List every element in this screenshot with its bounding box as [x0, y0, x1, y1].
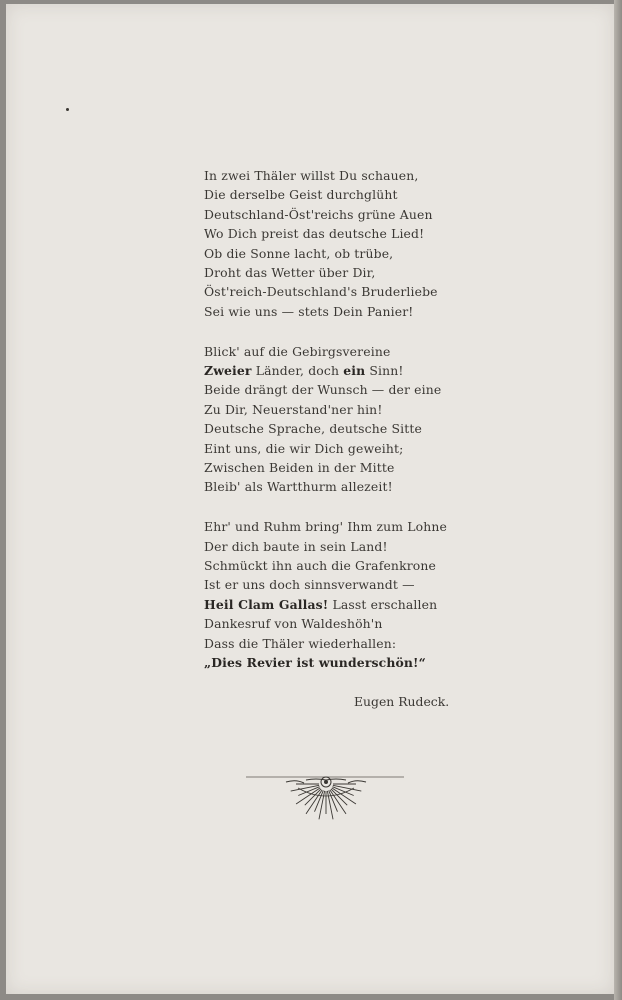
- poem-line: [204, 614, 504, 633]
- poem-line: [204, 400, 504, 419]
- poem-line: [204, 166, 504, 185]
- poem: [204, 166, 504, 693]
- line-text: Deutsche Sprache, deutsche Sitte: [204, 421, 422, 437]
- line-text: Dass die Thäler wiederhallen:: [204, 635, 397, 651]
- poem-line: [204, 575, 504, 594]
- line-text: In zwei Thäler willst Du schauen,: [204, 168, 419, 183]
- stanza: [204, 166, 504, 321]
- line-text: Länder, doch: [251, 363, 344, 379]
- page-sheet: [6, 4, 614, 994]
- line-text: Deutschland-Öst'reichs grüne Auen: [204, 206, 433, 222]
- line-text: Der dich baute in sein Land!: [204, 538, 388, 554]
- line-text: Eint uns, die wir Dich geweiht;: [204, 440, 404, 456]
- line-text: Sei wie uns — stets Dein Panier!: [204, 303, 414, 319]
- line-text: Zwischen Beiden in der Mitte: [204, 459, 395, 475]
- line-text: Ob die Sonne lacht, ob trübe,: [204, 245, 394, 261]
- stanza: [204, 517, 504, 672]
- poem-line: [204, 244, 504, 263]
- paper-speck: [66, 108, 69, 111]
- poem-line: [204, 653, 504, 672]
- poem-line: [204, 477, 504, 496]
- poem-line: [204, 556, 504, 575]
- poem-line: [204, 517, 504, 536]
- line-text: Zu Dir, Neuerstand'ner hin!: [204, 401, 383, 417]
- line-text: Öst'reich-Deutschland's Bruderliebe: [204, 284, 438, 300]
- bold-text: Heil Clam Gallas!: [204, 596, 329, 612]
- poem-line: [204, 380, 504, 399]
- line-text: Ist er uns doch sinnsverwandt —: [204, 577, 415, 593]
- poem-line: [204, 419, 504, 438]
- sunburst-ornament-icon: [246, 774, 406, 824]
- line-text: Wo Dich preist das deutsche Lied!: [204, 226, 425, 242]
- poem-line: [204, 282, 504, 301]
- poem-line: [204, 224, 504, 243]
- poem-line: [204, 595, 504, 614]
- line-text: Dankesruf von Waldeshöh'n: [204, 616, 383, 632]
- line-text: Lasst erschallen: [328, 596, 438, 612]
- poem-line: [204, 342, 504, 361]
- poem-line: [204, 205, 504, 224]
- line-text: Beide drängt der Wunsch — der eine: [204, 382, 442, 398]
- stanza: [204, 342, 504, 497]
- bold-text: „Dies Revier ist wunderschön!“: [204, 654, 426, 670]
- poem-line: [204, 361, 504, 380]
- line-text: Sinn!: [365, 363, 404, 379]
- bold-text: ein: [343, 363, 366, 379]
- bold-text: Zweier: [204, 363, 252, 379]
- line-text: Bleib' als Wartthurm allezeit!: [204, 479, 393, 495]
- author-signature: Eugen Rudeck.: [354, 694, 450, 709]
- line-text: Blick' auf die Gebirgsvereine: [204, 343, 391, 359]
- line-text: Die derselbe Geist durchglüht: [204, 187, 398, 203]
- page-edge: [614, 0, 622, 1000]
- poem-line: [204, 458, 504, 477]
- poem-line: [204, 302, 504, 321]
- poem-line: [204, 537, 504, 556]
- line-text: Droht das Wetter über Dir,: [204, 264, 376, 280]
- poem-line: [204, 634, 504, 653]
- poem-line: [204, 263, 504, 282]
- poem-line: [204, 185, 504, 204]
- line-text: Ehr' und Ruhm bring' Ihm zum Lohne: [204, 519, 448, 535]
- line-text: Schmückt ihn auch die Grafenkrone: [204, 558, 437, 574]
- poem-line: [204, 439, 504, 458]
